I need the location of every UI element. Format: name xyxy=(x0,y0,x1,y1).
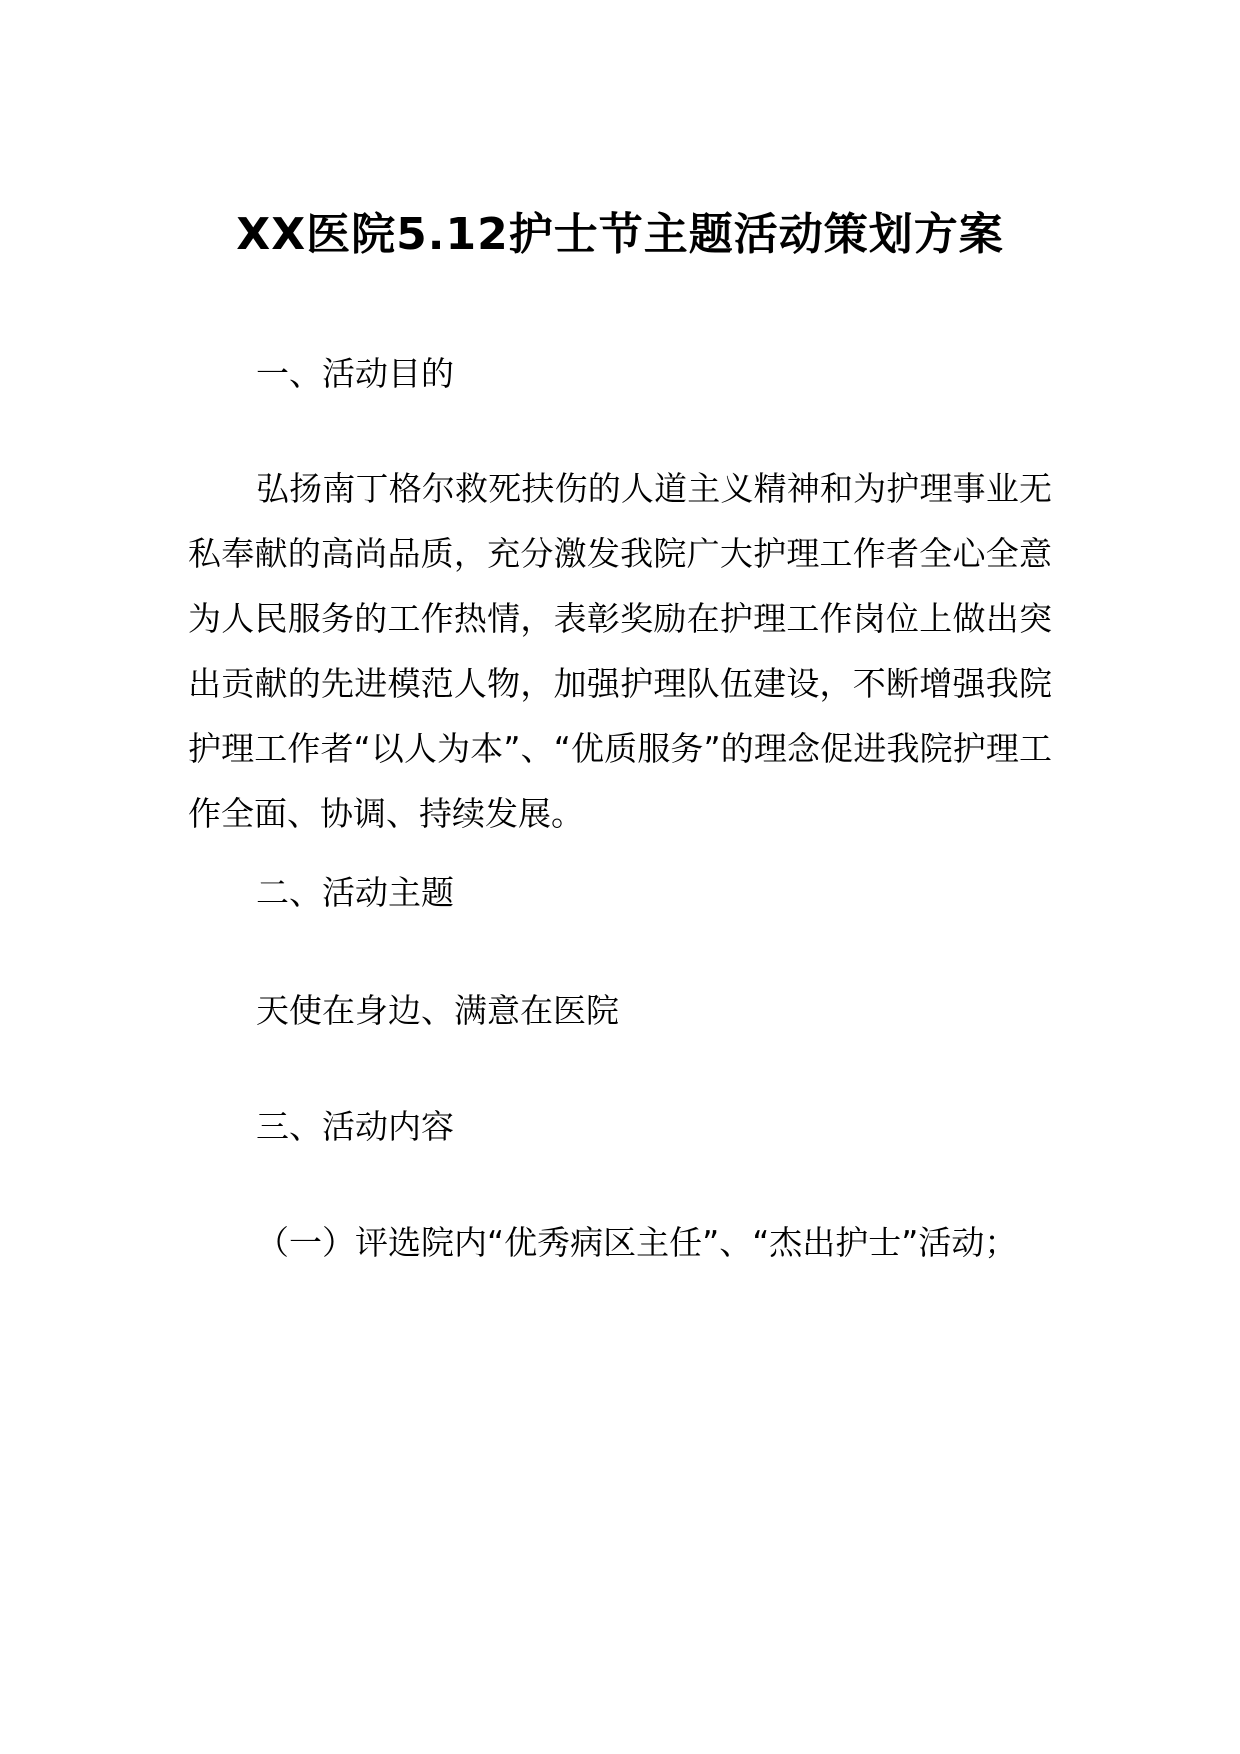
section-body-theme: 天使在身边、满意在医院 xyxy=(256,991,619,1030)
section-body-purpose: 弘扬南丁格尔救死扶伤的人道主义精神和为护理事业无私奉献的高尚品质，充分激发我院广大护理工作者全心全意为人民服务的工作热情，表彰奖励在护理工作岗位上做出突出贡献的先进模范人物，加强护理队伍建设，不断增强我院护理工作者“以人为本”、“优质服务”的理念促进我院护理工作全面、协调、持续发展。 xyxy=(188,469,1052,833)
section-heading-purpose: 一、活动目的 xyxy=(256,354,454,393)
section-heading-theme: 二、活动主题 xyxy=(256,873,454,912)
section-body-content: （一）评选院内“优秀病区主任”、“杰出护士”活动； xyxy=(256,1223,1018,1262)
document-title: XX医院5.12护士节主题活动策划方案 xyxy=(236,209,1004,260)
section-heading-content: 三、活动内容 xyxy=(256,1107,454,1146)
